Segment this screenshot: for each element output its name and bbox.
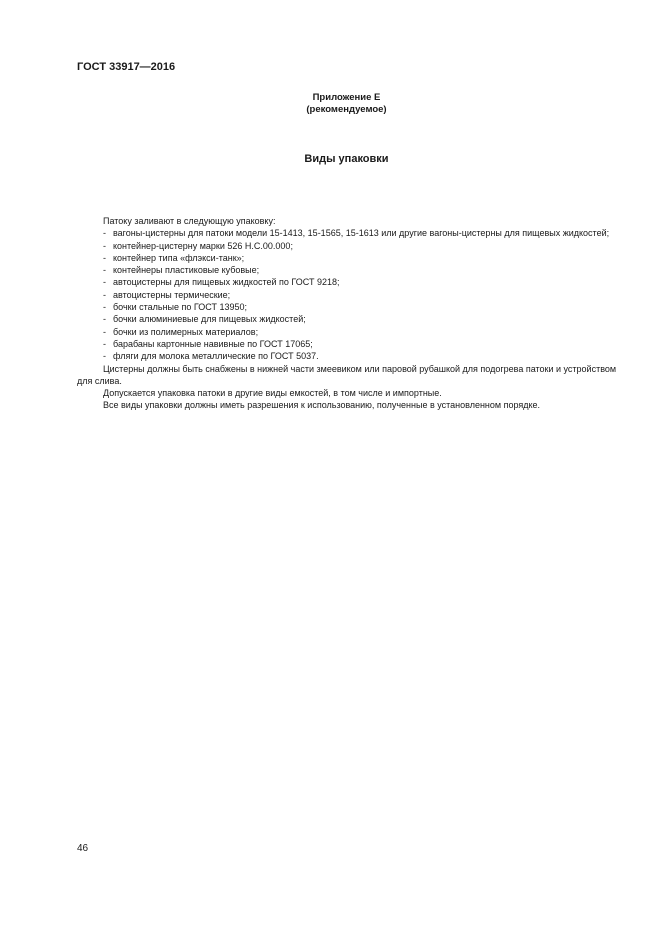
- appendix-title: Приложение Е: [312, 92, 381, 103]
- list-item: - барабаны картонные навивные по ГОСТ 17065;: [103, 338, 313, 349]
- list-item: - контейнеры пластиковые кубовые;: [103, 265, 260, 276]
- list-item: - автоцистерны термические;: [103, 289, 231, 300]
- body-paragraph: Все виды упаковки должны иметь разрешения к использованию, полученные в установленном порядке.: [103, 400, 541, 411]
- section-title: Виды упаковки: [304, 153, 389, 165]
- body-paragraph: Цистерны должны быть снабжены в нижней части змеевиком или паровой рубашкой для подогрева патоки и устройством для слива.: [77, 363, 617, 386]
- list-item: - контейнер-цистерну марки 526 Н.С.00.000;: [103, 240, 293, 251]
- intro-paragraph: Патоку заливают в следующую упаковку:: [103, 216, 276, 226]
- list-item: - автоцистерны для пищевых жидкостей по ГОСТ 9218;: [103, 277, 340, 288]
- list-item: - бочки алюминиевые для пищевых жидкостей;: [103, 314, 306, 325]
- packaging-list: [77, 227, 617, 362]
- list-item: - фляги для молока металлические по ГОСТ 5037.: [103, 351, 319, 362]
- list-item: - бочки стальные по ГОСТ 13950;: [103, 302, 248, 313]
- document-body: [77, 215, 617, 412]
- appendix-subtitle: (рекомендуемое): [306, 104, 387, 115]
- page-number: 46: [77, 843, 89, 854]
- list-item: - вагоны-цистерны для патоки модели 15-1413, 15-1565, 15-1613 или другие вагоны-цистерны для пищевых жидкостей;: [103, 228, 610, 239]
- list-item: - контейнер типа «флэкси-танк»;: [103, 252, 245, 263]
- document-header: ГОСТ 33917—2016: [77, 61, 176, 73]
- list-item: - бочки из полимерных материалов;: [103, 326, 259, 337]
- body-paragraph: Допускается упаковка патоки в другие виды емкостей, в том числе и импортные.: [103, 388, 442, 399]
